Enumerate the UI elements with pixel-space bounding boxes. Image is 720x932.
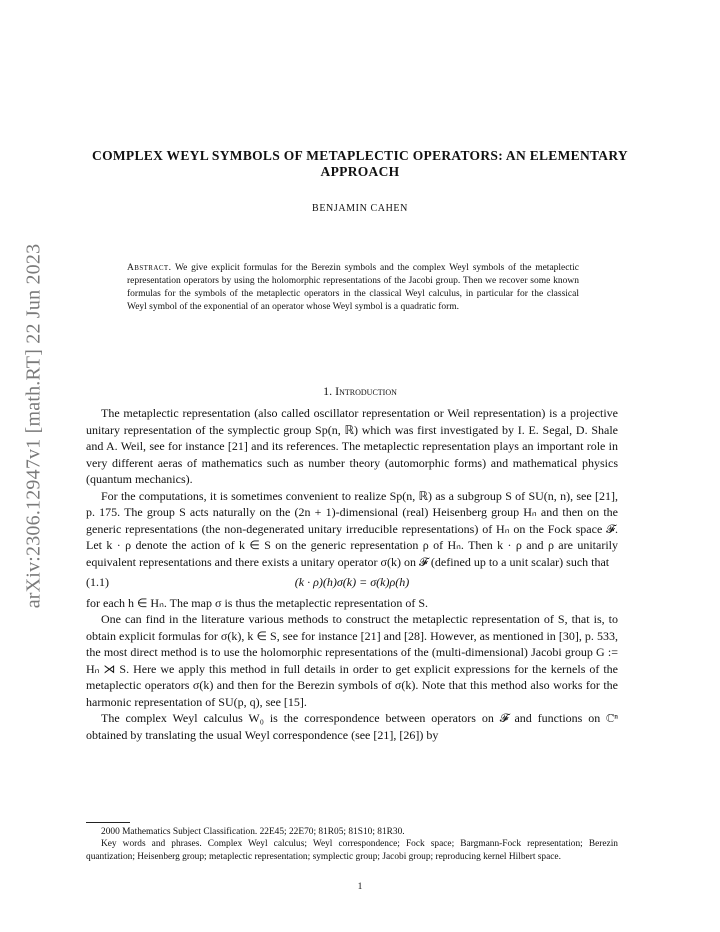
equation-1-1 bbox=[86, 574, 618, 591]
footnote-keywords: Key words and phrases. Complex Weyl calculus; Weyl correspondence; Fock space; Bargmann-Fock representation; Berezin quantization; Heisenberg group; metaplectic representation; symplectic group; Jacobi group; reproducing kernel Hilbert space. bbox=[86, 839, 618, 862]
abstract-label: Abstract. bbox=[127, 263, 172, 273]
abstract-text: We give explicit formulas for the Berezin symbols and the complex Weyl symbols of the metaplectic representation operators by using the holomorphic representations of the Jacobi group. Then we recover some known formulas for the symbols of the metaplectic operators in the classical Weyl calculus, in particular for the classical Weyl symbol of the exponential of an operator whose Weyl symbol is a quadratic form. bbox=[127, 263, 579, 312]
abstract bbox=[127, 262, 579, 314]
footnotes bbox=[86, 826, 618, 863]
paragraph: The metaplectic representation (also called oscillator representation or Weil representation) is a projective unitary representation of the symplectic group Sp(n, ℝ) which was first investigated by I. E. Segal, D. Shale and A. Weil, see for instance [21] and its references. The metaplectic representation plays an important role in very different aeras of mathematics such as number theory (automorphic forms) and mathematical physics (quantum mechanics). bbox=[86, 406, 618, 486]
paragraph: for each h ∈ Hₙ. The map σ is thus the metaplectic representation of S. bbox=[86, 595, 429, 610]
section-number: 1. bbox=[323, 384, 333, 398]
body-text bbox=[86, 405, 618, 743]
equation-number: (1.1) bbox=[86, 575, 109, 589]
arxiv-identifier: arXiv:2306.12947v1 [math.RT] 22 Jun 2023 bbox=[22, 243, 45, 609]
equation-expression: (k · ρ)(h)σ(k) = σ(k)ρ(h) bbox=[294, 575, 410, 589]
paragraph: The complex Weyl calculus W₀ is the correspondence between operators on 𝓕 and functions on ℂⁿ obtained by translating the usual Weyl correspondence (see [21], [26]) by bbox=[86, 711, 618, 742]
paragraph: One can find in the literature various methods to construct the metaplectic representation of S, that is, to obtain explicit formulas for σ(k), k ∈ S, see for instance [21] and [28]. However, as mentioned in [30], p. 533, the most direct method is to use the holomorphic representations of the (multi-dimensional) Jacobi group G := Hₙ ⋊ S. Here we apply this method in full details in order to get explicit expressions for the kernels of the metaplectic operators σ(k) and then for the Berezin symbols of σ(k). Note that this method also works for the harmonic representation of SU(p, q), see [15]. bbox=[86, 612, 618, 709]
arxiv-sidebar-stamp bbox=[16, 206, 52, 646]
author-name: BENJAMIN CAHEN bbox=[312, 203, 408, 214]
footnote-msc: 2000 Mathematics Subject Classification. 22E45; 22E70; 81R05; 81S10; 81R30. bbox=[101, 827, 405, 837]
footnote-rule bbox=[86, 822, 130, 823]
page-number: 1 bbox=[357, 882, 363, 892]
paper-title: COMPLEX WEYL SYMBOLS OF METAPLECTIC OPERATORS: AN ELEMENTARY APPROACH bbox=[92, 148, 628, 179]
section-title: Introduction bbox=[335, 384, 397, 398]
paragraph: For the computations, it is sometimes convenient to realize Sp(n, ℝ) as a subgroup S of SU(n, n), see [21], p. 175. The group S acts naturally on the (2n + 1)-dimensional (real) Heisenberg group Hₙ and then on the generic representations (the non-degenerated unitary irreducible representations) of Hₙ on the Fock space 𝓕. Let k · ρ denote the action of k ∈ S on the generic representation ρ of Hₙ. Then k · ρ and ρ are unitarily equivalent representations and there exists a unitary operator σ(k) on 𝓕 (defined up to a unit scalar) such that bbox=[86, 488, 618, 569]
section-heading bbox=[80, 384, 640, 399]
